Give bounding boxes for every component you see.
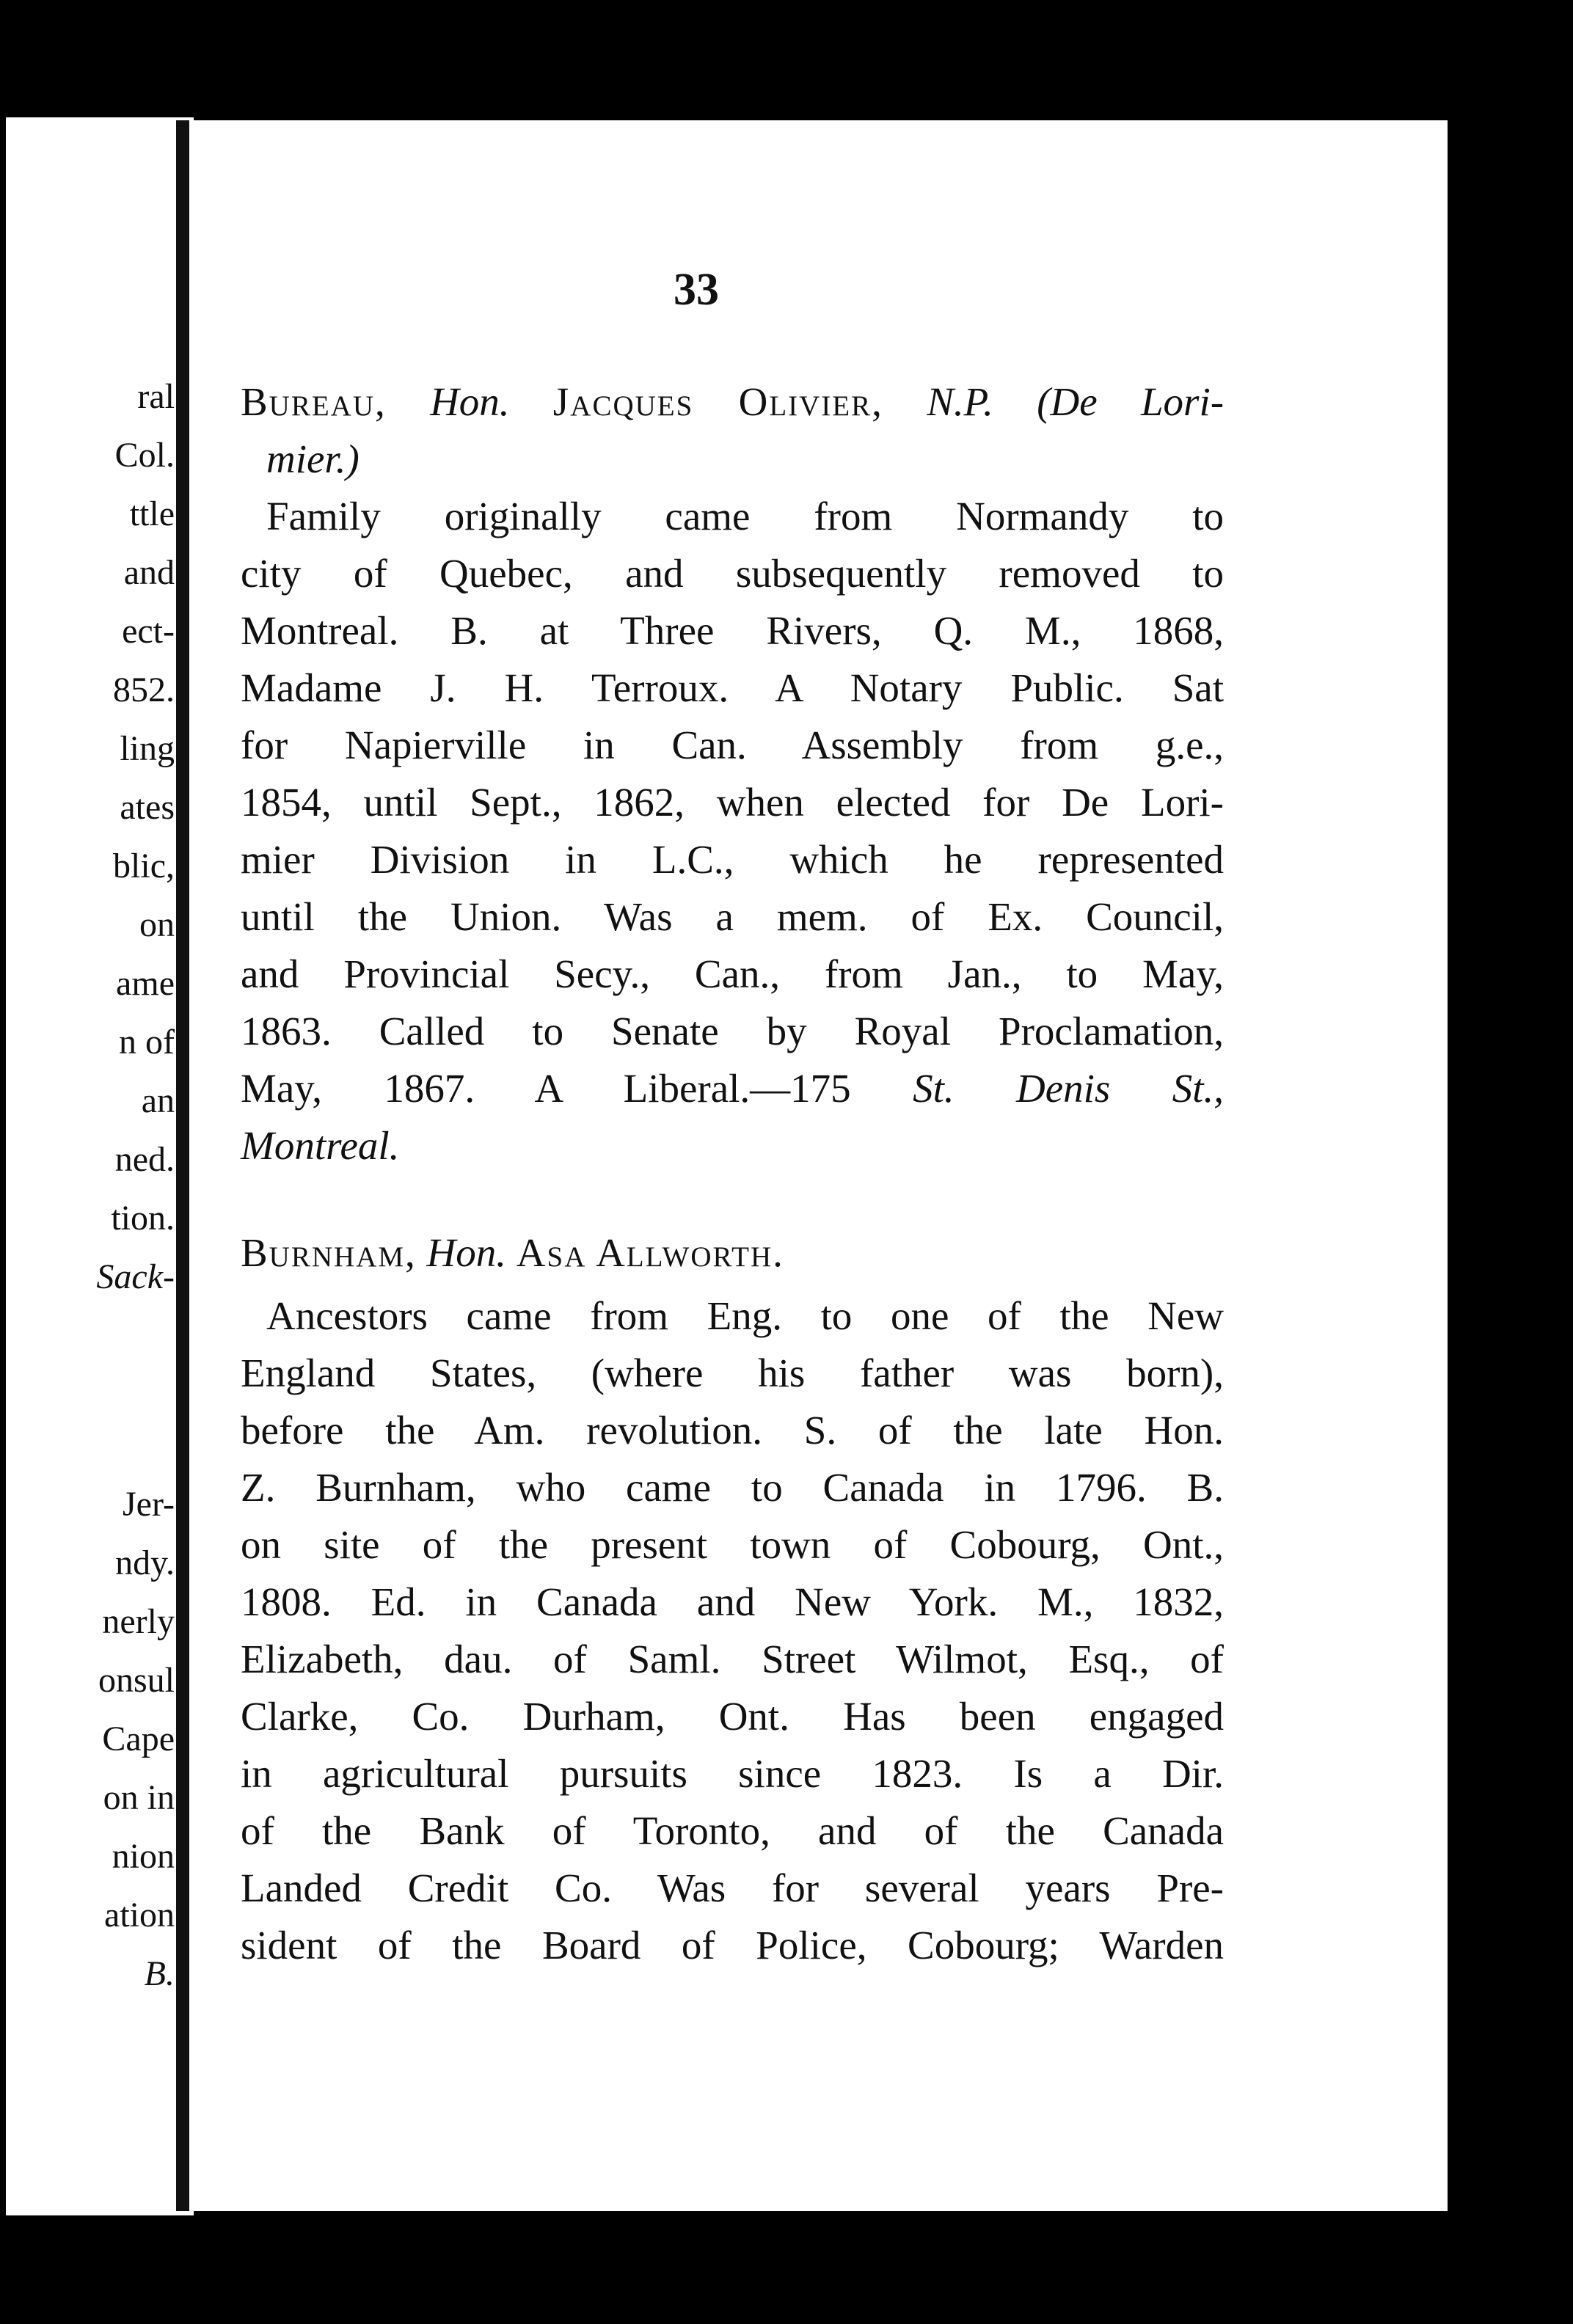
page-fragment: onsul — [98, 1661, 175, 1700]
page-fragment: nion — [112, 1837, 175, 1876]
text-line: Landed Credit Co. Was for several years Pre- — [241, 1866, 1224, 1910]
page-fragment: an — [141, 1081, 175, 1120]
text-line: for Napierville in Can. Assembly from g.e., — [241, 723, 1224, 767]
page-fragment: ates — [120, 788, 175, 827]
text-line: 1863. Called to Senate by Royal Proclamation, — [241, 1009, 1224, 1053]
page-fragment: Sack- — [96, 1257, 175, 1296]
text-line: on site of the present town of Cobourg, Ont., — [241, 1522, 1224, 1567]
page-fragment: ling — [120, 729, 175, 768]
page-fragment: Col. — [114, 436, 175, 475]
text-line: of the Bank of Toronto, and of the Canada — [241, 1808, 1224, 1853]
page-fragment: and — [123, 553, 175, 592]
page-fragment: B. — [144, 1954, 175, 1993]
street-address: St. Denis St., — [913, 1066, 1224, 1111]
text-line: before the Am. revolution. S. of the late Hon. — [241, 1408, 1224, 1452]
text-line: Elizabeth, dau. of Saml. Street Wilmot, Esq., of — [241, 1637, 1224, 1681]
text-line: in agricultural pursuits since 1823. Is a Dir. — [241, 1751, 1224, 1796]
entry-heading — [241, 381, 1224, 422]
page-fragment: tion. — [111, 1199, 175, 1238]
text-line — [241, 1125, 1224, 1166]
text-line: Z. Burnham, who came to Canada in 1796. B. — [241, 1465, 1224, 1510]
text-line: 1854, until Sept., 1862, when elected for De Lori- — [241, 780, 1224, 825]
page-fragment: blic, — [113, 847, 175, 885]
text-line: 1808. Ed. in Canada and New York. M., 1832, — [241, 1579, 1224, 1624]
entry-heading — [241, 1232, 1224, 1273]
text-line: until the Union. Was a mem. of Ex. Council, — [241, 894, 1224, 939]
page-fragment: ral — [137, 377, 175, 416]
entry-division-end: mier.) — [266, 436, 360, 481]
page-fragment: Jer- — [123, 1485, 175, 1524]
entry-title: N.P. — [927, 379, 993, 424]
page-fragment: ect- — [122, 612, 175, 651]
text-line-main: May, 1867. A Liberal.—175 — [241, 1066, 851, 1111]
entry-honorific: Hon. — [430, 379, 510, 424]
page-fragment: nerly — [102, 1602, 175, 1641]
entry-division: (De Lori- — [1037, 379, 1225, 424]
text-line: sident of the Board of Police, Cobourg; Warden — [241, 1923, 1224, 1967]
page-fragment: 852. — [113, 670, 175, 709]
text-line: and Provincial Secy., Can., from Jan., to May, — [241, 951, 1224, 996]
entry-given-names: Asa Allworth. — [516, 1230, 784, 1275]
entry-honorific: Hon. — [426, 1230, 507, 1275]
page-fragment: Cape — [102, 1720, 175, 1758]
text-line: England States, (where his father was born), — [241, 1351, 1224, 1395]
text-line: Montreal. B. at Three Rivers, Q. M., 1868, — [241, 608, 1224, 653]
previous-page-edge — [6, 117, 194, 2215]
page-fragment: ation — [104, 1896, 175, 1934]
entry-given-names: Jacques Olivier, — [552, 379, 883, 424]
text-line: Ancestors came from Eng. to one of the New — [266, 1293, 1224, 1338]
city: Montreal. — [241, 1123, 400, 1168]
page-fragment: ttle — [129, 494, 175, 533]
entry-surname: Bureau, — [241, 379, 387, 424]
page-fragment: on — [139, 905, 175, 944]
page-fragment: n of — [119, 1023, 175, 1061]
page-fragment: ndy. — [115, 1543, 175, 1582]
page-number: 33 — [674, 265, 719, 315]
text-line: city of Quebec, and subsequently removed to — [241, 551, 1224, 596]
text-line: mier Division in L.C., which he represented — [241, 837, 1224, 882]
text-line: Madame J. H. Terroux. A Notary Public. Sat — [241, 665, 1224, 710]
text-line: Family originally came from Normandy to — [266, 494, 1224, 538]
book-page — [176, 120, 1448, 2211]
entry-heading-continued — [266, 436, 1249, 481]
entry-surname: Burnham, — [241, 1230, 417, 1275]
text-line — [241, 1066, 1224, 1111]
page-fragment: ned. — [114, 1140, 175, 1179]
page-fragment: ame — [116, 964, 175, 1003]
page-fragment: on in — [103, 1778, 175, 1817]
text-line: Clarke, Co. Durham, Ont. Has been engaged — [241, 1694, 1224, 1739]
